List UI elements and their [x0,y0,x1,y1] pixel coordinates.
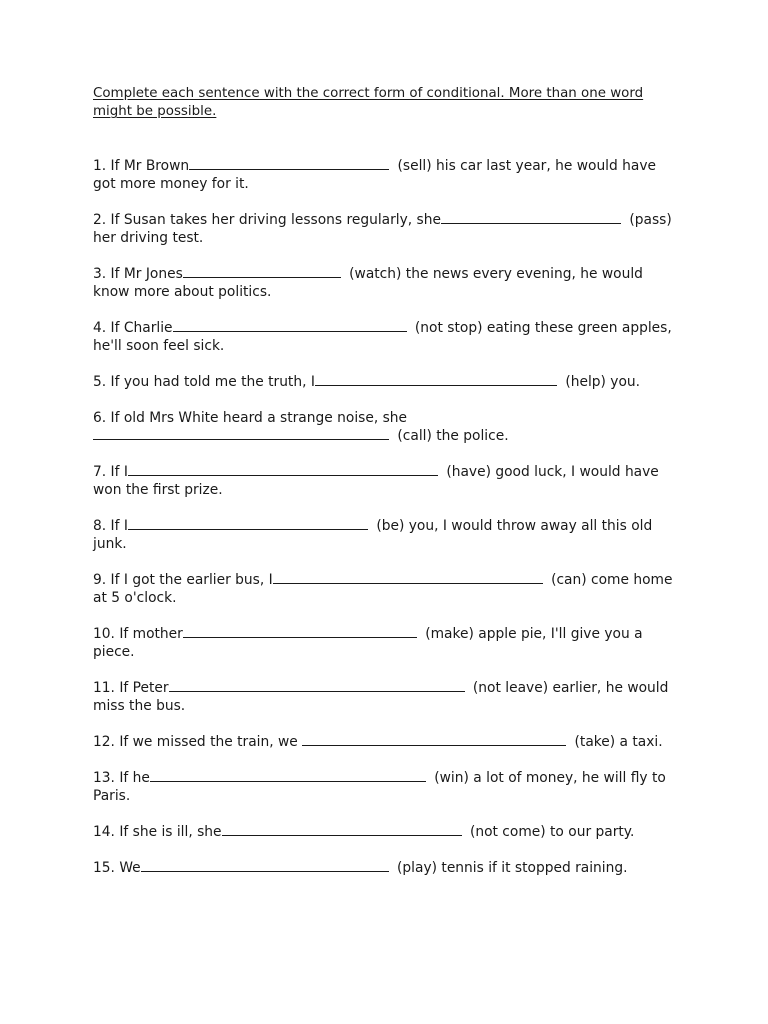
item-text-before: 3. If Mr Jones [93,266,183,282]
exercise-item-7 [93,463,678,499]
item-text-before: 12. If we missed the train, we [93,734,298,750]
exercise-item-5 [93,373,678,391]
answer-blank[interactable] [183,625,417,638]
answer-blank[interactable] [189,157,389,170]
item-text-before: 10. If mother [93,626,183,642]
item-text-before: 14. If she is ill, she [93,824,222,840]
item-text-before: 5. If you had told me the truth, I [93,374,315,390]
exercise-item-12 [93,733,678,751]
item-text-after: (make) apple pie, I'll give you a piece. [93,626,643,660]
exercise-list [93,157,678,877]
exercise-item-4 [93,319,678,355]
item-text-before: 2. If Susan takes her driving lessons regularly, she [93,212,441,228]
answer-blank[interactable] [150,769,426,782]
exercise-item-8 [93,517,678,553]
item-text-before: 6. If old Mrs White heard a strange noise, she [93,410,408,426]
item-text-after: (call) the police. [397,428,509,444]
item-text-after: (take) a taxi. [574,734,663,750]
exercise-item-6 [93,409,678,445]
answer-blank[interactable] [128,463,438,476]
item-text-after: (sell) his car last year, he would have got more money for it. [93,158,657,192]
exercise-item-14 [93,823,678,841]
exercise-item-11 [93,679,678,715]
instructions: Complete each sentence with the correct form of conditional. More than one word might be possible. [93,86,644,119]
item-text-before: 15. We [93,860,141,876]
exercise-item-9 [93,571,678,607]
answer-blank[interactable] [441,211,621,224]
worksheet [93,85,678,895]
exercise-item-13 [93,769,678,805]
answer-blank[interactable] [169,679,465,692]
answer-blank[interactable] [302,733,566,746]
exercise-item-15 [93,859,678,877]
item-text-after: (watch) the news every evening, he would know more about politics. [93,266,643,300]
item-text-before: 8. If I [93,518,128,534]
item-text-after: (help) you. [565,374,641,390]
item-text-before: 13. If he [93,770,150,786]
answer-blank[interactable] [141,859,389,872]
item-text-after: (can) come home at 5 o'clock. [93,572,673,606]
item-text-before: 1. If Mr Brown [93,158,190,174]
item-text-after: (not come) to our party. [469,824,635,840]
item-text-after: (be) you, I would throw away all this old junk. [93,518,653,552]
answer-blank[interactable] [222,823,462,836]
exercise-item-10 [93,625,678,661]
answer-blank[interactable] [183,265,341,278]
exercise-item-1 [93,157,678,193]
exercise-item-2 [93,211,678,247]
answer-blank[interactable] [273,571,543,584]
item-text-after: (have) good luck, I would have won the first prize. [93,464,659,498]
answer-blank[interactable] [93,427,389,440]
answer-blank[interactable] [128,517,368,530]
item-text-after: (play) tennis if it stopped raining. [397,860,628,876]
item-text-after: (pass) her driving test. [93,212,672,246]
exercise-item-3 [93,265,678,301]
item-text-after: (not leave) earlier, he would miss the bus. [93,680,669,714]
item-text-before: 11. If Peter [93,680,169,696]
item-text-after: (not stop) eating these green apples, he'll soon feel sick. [93,320,672,354]
answer-blank[interactable] [173,319,407,332]
item-text-before: 7. If I [93,464,128,480]
answer-blank[interactable] [315,373,557,386]
item-text-before: 4. If Charlie [93,320,173,336]
item-text-after: (win) a lot of money, he will fly to Paris. [93,770,666,804]
item-text-before: 9. If I got the earlier bus, I [93,572,273,588]
